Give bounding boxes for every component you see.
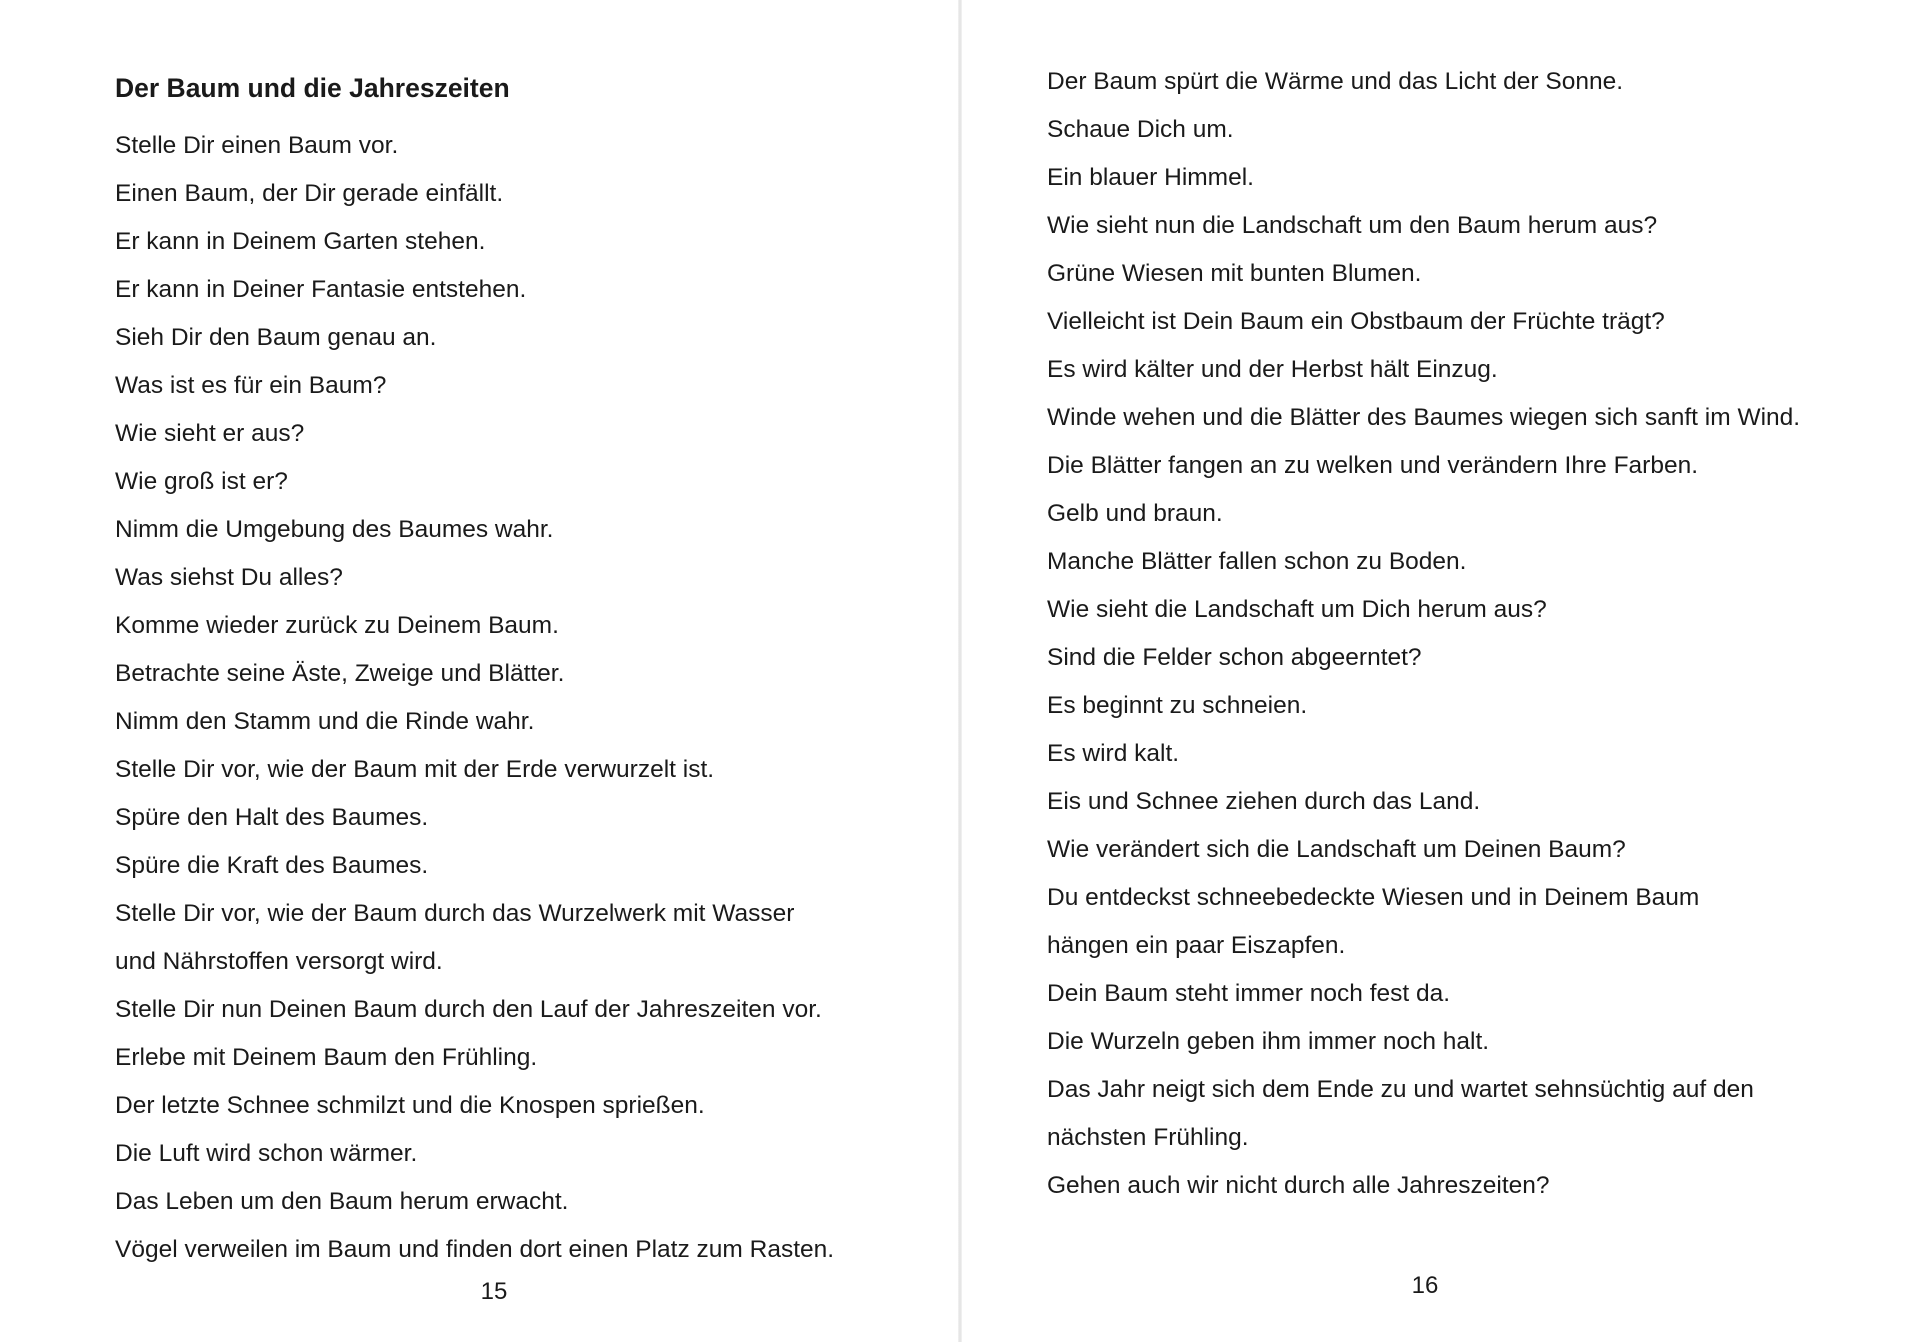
- text-line: Wie sieht die Landschaft um Dich herum aus?: [1047, 596, 1547, 623]
- left-page: [0, 0, 958, 1342]
- text-line: Wie sieht nun die Landschaft um den Baum herum aus?: [1047, 212, 1658, 239]
- text-line: Stelle Dir einen Baum vor.: [115, 132, 399, 159]
- text-line: Wie groß ist er?: [115, 468, 288, 495]
- text-line: Sind die Felder schon abgeerntet?: [1047, 644, 1422, 671]
- text-line: Spüre den Halt des Baumes.: [115, 804, 429, 831]
- text-line: Vielleicht ist Dein Baum ein Obstbaum der Früchte trägt?: [1047, 308, 1665, 335]
- text-line: Wie verändert sich die Landschaft um Deinen Baum?: [1047, 836, 1626, 863]
- text-line: Grüne Wiesen mit bunten Blumen.: [1047, 260, 1422, 287]
- text-line: Schaue Dich um.: [1047, 116, 1234, 143]
- text-line: Nimm die Umgebung des Baumes wahr.: [115, 516, 554, 543]
- text-line: Betrachte seine Äste, Zweige und Blätter.: [115, 660, 565, 687]
- text-line: Vögel verweilen im Baum und finden dort einen Platz zum Rasten.: [115, 1236, 835, 1263]
- right-page-text: [1047, 68, 1809, 1220]
- text-line: Gelb und braun.: [1047, 500, 1223, 527]
- text-line: Stelle Dir nun Deinen Baum durch den Lauf der Jahreszeiten vor.: [115, 996, 822, 1023]
- text-line: nächsten Frühling.: [1047, 1124, 1249, 1151]
- text-line: Einen Baum, der Dir gerade einfällt.: [115, 180, 504, 207]
- text-line: Was ist es für ein Baum?: [115, 372, 387, 399]
- text-line: Spüre die Kraft des Baumes.: [115, 852, 429, 879]
- text-line: Manche Blätter fallen schon zu Boden.: [1047, 548, 1467, 575]
- text-line: Wie sieht er aus?: [115, 420, 305, 447]
- text-line: Er kann in Deiner Fantasie entstehen.: [115, 276, 527, 303]
- text-line: Der Baum spürt die Wärme und das Licht der Sonne.: [1047, 68, 1624, 95]
- text-line: Erlebe mit Deinem Baum den Frühling.: [115, 1044, 538, 1071]
- text-line: Du entdeckst schneebedeckte Wiesen und in Deinem Baum: [1047, 884, 1700, 911]
- page-number: 16: [1411, 1272, 1439, 1299]
- text-line: Winde wehen und die Blätter des Baumes wiegen sich sanft im Wind.: [1047, 404, 1801, 431]
- text-line: Der letzte Schnee schmilzt und die Knospen sprießen.: [115, 1092, 705, 1119]
- text-line: Was siehst Du alles?: [115, 564, 343, 591]
- text-line: Nimm den Stamm und die Rinde wahr.: [115, 708, 535, 735]
- left-page-text: [115, 132, 875, 1284]
- page-title: Der Baum und die Jahreszeiten: [115, 73, 510, 103]
- text-line: Die Blätter fangen an zu welken und verändern Ihre Farben.: [1047, 452, 1699, 479]
- text-line: Gehen auch wir nicht durch alle Jahreszeiten?: [1047, 1172, 1550, 1199]
- text-line: Die Luft wird schon wärmer.: [115, 1140, 418, 1167]
- page-number: 15: [480, 1278, 508, 1305]
- text-line: Die Wurzeln geben ihm immer noch halt.: [1047, 1028, 1490, 1055]
- right-page: [962, 0, 1920, 1342]
- text-line: und Nährstoffen versorgt wird.: [115, 948, 443, 975]
- text-line: Es beginnt zu schneien.: [1047, 692, 1308, 719]
- text-line: Eis und Schnee ziehen durch das Land.: [1047, 788, 1481, 815]
- text-line: Stelle Dir vor, wie der Baum durch das Wurzelwerk mit Wasser: [115, 900, 795, 927]
- text-line: Es wird kalt.: [1047, 740, 1180, 767]
- text-line: Ein blauer Himmel.: [1047, 164, 1254, 191]
- text-line: Komme wieder zurück zu Deinem Baum.: [115, 612, 559, 639]
- text-line: Er kann in Deinem Garten stehen.: [115, 228, 486, 255]
- text-line: Stelle Dir vor, wie der Baum mit der Erde verwurzelt ist.: [115, 756, 715, 783]
- text-line: Das Leben um den Baum herum erwacht.: [115, 1188, 569, 1215]
- text-line: Das Jahr neigt sich dem Ende zu und wartet sehnsüchtig auf den: [1047, 1076, 1754, 1103]
- text-line: Sieh Dir den Baum genau an.: [115, 324, 437, 351]
- text-line: Dein Baum steht immer noch fest da.: [1047, 980, 1451, 1007]
- text-line: hängen ein paar Eiszapfen.: [1047, 932, 1346, 959]
- text-line: Es wird kälter und der Herbst hält Einzug.: [1047, 356, 1498, 383]
